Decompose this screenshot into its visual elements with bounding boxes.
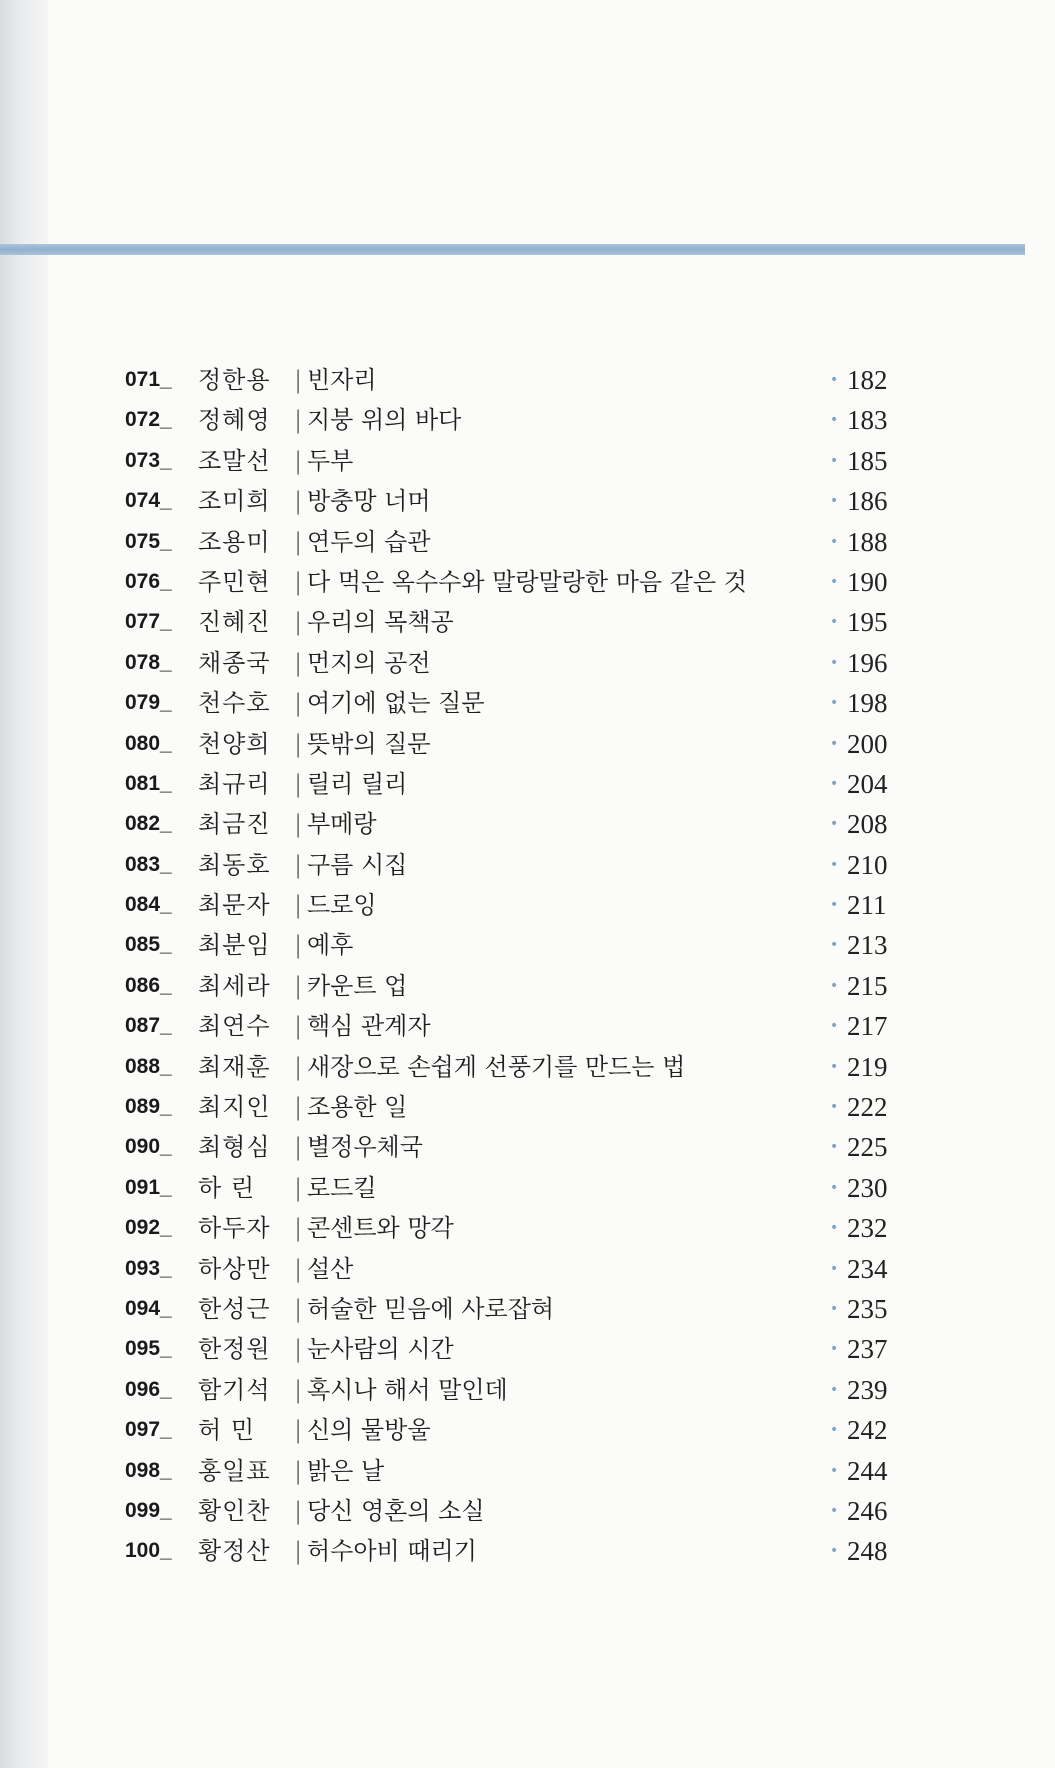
- entry-title: 혹시나 해서 말인데: [307, 1375, 508, 1404]
- entry-separator: |: [294, 1375, 303, 1404]
- entry-author: 진혜진: [198, 608, 271, 637]
- entry-separator: |: [294, 891, 303, 920]
- entry-separator: |: [294, 769, 303, 798]
- entry-page-number: 225: [847, 1132, 888, 1163]
- toc-entry: [0, 1531, 1055, 1571]
- entry-number: 073_: [125, 448, 172, 472]
- entry-separator: |: [294, 810, 303, 839]
- entry-number: 100_: [125, 1539, 172, 1563]
- entry-page-number: 211: [847, 890, 887, 921]
- entry-title: 먼지의 공전: [307, 648, 431, 677]
- entry-title: 별정우체국: [307, 1133, 423, 1162]
- entry-separator: |: [294, 1133, 303, 1162]
- entry-number: 081_: [125, 771, 172, 795]
- entry-bullet: •: [830, 775, 839, 792]
- entry-title: 지붕 위의 바다: [307, 406, 462, 435]
- entry-author: 최연수: [198, 1012, 271, 1041]
- entry-page-number: 210: [847, 849, 888, 880]
- entry-separator: |: [294, 1294, 303, 1323]
- entry-bullet: •: [830, 452, 839, 469]
- entry-bullet: •: [830, 372, 839, 388]
- entry-author: 함기석: [198, 1375, 271, 1404]
- entry-title: 당신 영혼의 소실: [307, 1496, 485, 1525]
- entry-bullet: •: [830, 1422, 839, 1439]
- entry-separator: |: [294, 689, 303, 718]
- entry-page-number: 183: [847, 405, 888, 436]
- entry-bullet: •: [830, 1462, 839, 1479]
- entry-page-number: 204: [847, 768, 888, 799]
- entry-title: 허술한 믿음에 사로잡혀: [307, 1294, 555, 1323]
- entry-number: 091_: [125, 1175, 172, 1199]
- toc-entry: [0, 1329, 1055, 1369]
- entry-author: 천양희: [198, 729, 271, 758]
- toc-entry: [0, 925, 1055, 965]
- entry-number: 087_: [125, 1014, 172, 1038]
- entry-page-number: 246: [847, 1495, 888, 1526]
- entry-number: 082_: [125, 812, 172, 836]
- toc-entry: [0, 1249, 1055, 1289]
- entry-author: 최형심: [198, 1133, 271, 1162]
- entry-number: 076_: [125, 569, 172, 593]
- entry-bullet: •: [830, 1220, 839, 1237]
- entry-separator: |: [294, 1537, 303, 1566]
- entry-separator: |: [294, 931, 303, 960]
- entry-separator: |: [294, 971, 303, 1000]
- toc-entry: [0, 522, 1055, 562]
- table-of-contents: [0, 360, 1055, 1572]
- entry-title: 밝은 날: [307, 1456, 385, 1485]
- entry-separator: |: [294, 1012, 303, 1041]
- toc-entry: [0, 885, 1055, 925]
- entry-title: 릴리 릴리: [307, 769, 408, 798]
- entry-author: 하 린: [198, 1173, 255, 1202]
- entry-bullet: •: [830, 1300, 839, 1317]
- entry-title: 신의 물방울: [307, 1416, 431, 1445]
- entry-number: 080_: [125, 731, 172, 755]
- toc-entry: [0, 683, 1055, 723]
- entry-page-number: 208: [847, 809, 888, 840]
- entry-title: 콘센트와 망각: [307, 1214, 454, 1243]
- entry-separator: |: [294, 406, 303, 435]
- entry-title: 부메랑: [307, 810, 377, 839]
- entry-page-number: 198: [847, 688, 888, 719]
- entry-number: 078_: [125, 650, 172, 674]
- entry-number: 090_: [125, 1135, 172, 1159]
- entry-separator: |: [294, 1214, 303, 1243]
- entry-separator: |: [294, 567, 303, 596]
- entry-separator: |: [294, 1052, 303, 1081]
- entry-separator: |: [294, 648, 303, 677]
- entry-bullet: •: [830, 654, 839, 671]
- toc-entry: [0, 845, 1055, 885]
- entry-number: 077_: [125, 610, 172, 634]
- entry-author: 허 민: [198, 1416, 255, 1445]
- entry-title: 예후: [307, 931, 354, 960]
- entry-title: 우리의 목책공: [307, 608, 454, 637]
- entry-number: 072_: [125, 408, 172, 432]
- entry-bullet: •: [830, 1099, 839, 1116]
- entry-author: 황인찬: [198, 1496, 271, 1525]
- entry-page-number: 242: [847, 1415, 888, 1446]
- entry-separator: |: [294, 1254, 303, 1283]
- entry-bullet: •: [830, 977, 839, 994]
- entry-title: 다 먹은 옥수수와 말랑말랑한 마음 같은 것: [307, 567, 747, 596]
- entry-author: 황정산: [198, 1537, 271, 1566]
- entry-number: 079_: [125, 691, 172, 715]
- toc-entry: [0, 1491, 1055, 1531]
- toc-entry: [0, 643, 1055, 683]
- entry-author: 조용미: [198, 527, 271, 556]
- entry-title: 허수아비 때리기: [307, 1537, 477, 1566]
- entry-bullet: •: [830, 1341, 839, 1358]
- entry-page-number: 230: [847, 1172, 888, 1203]
- entry-page-number: 239: [847, 1374, 888, 1405]
- toc-entry: [0, 804, 1055, 844]
- entry-bullet: •: [830, 1018, 839, 1035]
- entry-page-number: 235: [847, 1293, 888, 1324]
- entry-page-number: 248: [847, 1536, 888, 1567]
- entry-page-number: 182: [847, 365, 888, 395]
- entry-title: 방충망 너머: [307, 487, 431, 516]
- entry-page-number: 196: [847, 647, 888, 678]
- entry-number: 071_: [125, 368, 172, 391]
- entry-title: 연두의 습관: [307, 527, 431, 556]
- entry-number: 086_: [125, 973, 172, 997]
- entry-page-number: 195: [847, 607, 888, 638]
- entry-number: 092_: [125, 1216, 172, 1240]
- entry-bullet: •: [830, 1179, 839, 1196]
- entry-separator: |: [294, 1335, 303, 1364]
- entry-bullet: •: [830, 1543, 839, 1560]
- entry-title: 빈자리: [307, 366, 377, 394]
- entry-title: 뜻밖의 질문: [307, 729, 431, 758]
- entry-title: 설산: [307, 1254, 354, 1283]
- entry-bullet: •: [830, 735, 839, 752]
- toc-entry: [0, 1410, 1055, 1450]
- entry-author: 한정원: [198, 1335, 271, 1364]
- entry-page-number: 222: [847, 1092, 888, 1123]
- entry-number: 099_: [125, 1498, 172, 1522]
- entry-separator: |: [294, 446, 303, 475]
- entry-bullet: •: [830, 897, 839, 914]
- entry-separator: |: [294, 527, 303, 556]
- entry-bullet: •: [830, 412, 839, 429]
- toc-entry: [0, 481, 1055, 521]
- entry-author: 최재훈: [198, 1052, 271, 1081]
- toc-entry: [0, 360, 1055, 400]
- entry-page-number: 185: [847, 445, 888, 476]
- entry-number: 089_: [125, 1095, 172, 1119]
- entry-author: 정한용: [198, 366, 271, 394]
- entry-title: 여기에 없는 질문: [307, 689, 485, 718]
- entry-bullet: •: [830, 1058, 839, 1075]
- toc-entry: [0, 1127, 1055, 1167]
- entry-author: 최동호: [198, 850, 271, 879]
- toc-entry: [0, 400, 1055, 440]
- toc-entry: [0, 1006, 1055, 1046]
- entry-separator: |: [294, 487, 303, 516]
- entry-author: 한성근: [198, 1294, 271, 1323]
- entry-bullet: •: [830, 1139, 839, 1156]
- entry-number: 083_: [125, 852, 172, 876]
- toc-entry: [0, 1168, 1055, 1208]
- entry-author: 채종국: [198, 648, 271, 677]
- entry-author: 하상만: [198, 1254, 271, 1283]
- entry-author: 조말선: [198, 446, 271, 475]
- entry-number: 085_: [125, 933, 172, 957]
- entry-author: 최금진: [198, 810, 271, 839]
- entry-bullet: •: [830, 695, 839, 712]
- toc-entry: [0, 602, 1055, 642]
- toc-entry: [0, 1451, 1055, 1491]
- entry-author: 조미희: [198, 487, 271, 516]
- entry-bullet: •: [830, 856, 839, 873]
- entry-number: 095_: [125, 1337, 172, 1361]
- entry-number: 074_: [125, 489, 172, 513]
- entry-page-number: 200: [847, 728, 888, 759]
- entry-number: 094_: [125, 1296, 172, 1320]
- entry-page-number: 188: [847, 526, 888, 557]
- entry-author: 주민현: [198, 567, 271, 596]
- entry-author: 홍일표: [198, 1456, 271, 1485]
- entry-page-number: 232: [847, 1213, 888, 1244]
- toc-entry: [0, 1087, 1055, 1127]
- entry-separator: |: [294, 608, 303, 637]
- entry-author: 최세라: [198, 971, 271, 1000]
- entry-bullet: •: [830, 816, 839, 833]
- entry-title: 조용한 일: [307, 1093, 408, 1122]
- entry-title: 카운트 업: [307, 971, 408, 1000]
- toc-entry: [0, 562, 1055, 602]
- entry-title: 눈사람의 시간: [307, 1335, 454, 1364]
- toc-entry: [0, 1289, 1055, 1329]
- entry-author: 천수호: [198, 689, 271, 718]
- entry-number: 096_: [125, 1377, 172, 1401]
- entry-separator: |: [294, 1173, 303, 1202]
- entry-separator: |: [294, 1416, 303, 1445]
- entry-page-number: 217: [847, 1011, 888, 1042]
- entry-author: 하두자: [198, 1214, 271, 1243]
- entry-bullet: •: [830, 937, 839, 954]
- entry-separator: |: [294, 1496, 303, 1525]
- toc-entry: [0, 1370, 1055, 1410]
- entry-author: 최규리: [198, 769, 271, 798]
- entry-page-number: 213: [847, 930, 888, 961]
- entry-bullet: •: [830, 493, 839, 510]
- entry-author: 최지인: [198, 1093, 271, 1122]
- entry-separator: |: [294, 729, 303, 758]
- entry-page-number: 234: [847, 1253, 888, 1284]
- entry-number: 084_: [125, 893, 172, 917]
- toc-entry: [0, 1047, 1055, 1087]
- entry-number: 075_: [125, 529, 172, 553]
- entry-author: 최분임: [198, 931, 271, 960]
- entry-bullet: •: [830, 614, 839, 631]
- entry-page-number: 219: [847, 1051, 888, 1082]
- entry-title: 새장으로 손쉽게 선풍기를 만드는 법: [307, 1052, 686, 1081]
- entry-title: 핵심 관계자: [307, 1012, 431, 1041]
- entry-title: 드로잉: [307, 891, 377, 920]
- toc-entry: [0, 966, 1055, 1006]
- entry-page-number: 190: [847, 566, 888, 597]
- entry-title: 구름 시집: [307, 850, 408, 879]
- toc-entry: [0, 441, 1055, 481]
- entry-title: 두부: [307, 446, 354, 475]
- entry-separator: |: [294, 366, 303, 394]
- entry-bullet: •: [830, 1260, 839, 1277]
- entry-number: 093_: [125, 1256, 172, 1280]
- toc-entry: [0, 724, 1055, 764]
- entry-separator: |: [294, 850, 303, 879]
- entry-bullet: •: [830, 1381, 839, 1398]
- toc-entry: [0, 1208, 1055, 1248]
- entry-bullet: •: [830, 1502, 839, 1519]
- entry-page-number: 237: [847, 1334, 888, 1365]
- entry-bullet: •: [830, 573, 839, 590]
- toc-entry: [0, 764, 1055, 804]
- entry-author: 최문자: [198, 891, 271, 920]
- entry-page-number: 244: [847, 1455, 888, 1486]
- entry-number: 098_: [125, 1458, 172, 1482]
- header-rule: [0, 244, 1025, 255]
- entry-number: 088_: [125, 1054, 172, 1078]
- entry-number: 097_: [125, 1418, 172, 1442]
- entry-title: 로드킬: [307, 1173, 377, 1202]
- entry-separator: |: [294, 1456, 303, 1485]
- entry-page-number: 215: [847, 970, 888, 1001]
- entry-separator: |: [294, 1093, 303, 1122]
- entry-bullet: •: [830, 533, 839, 550]
- entry-page-number: 186: [847, 486, 888, 517]
- entry-author: 정혜영: [198, 406, 271, 435]
